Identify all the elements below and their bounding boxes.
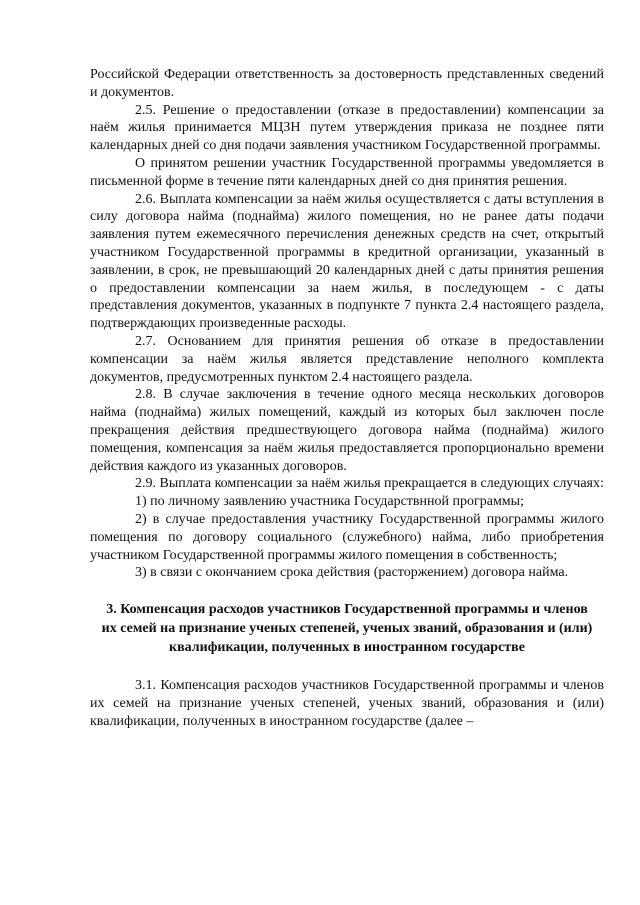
list-item-2: 2) в случае предоставления участнику Государственной программы жилого помещения по договору социального (служебного) найма, либо приобретения участником Государственной программы жилого помещения в собственность; xyxy=(90,511,604,563)
document-body xyxy=(90,66,604,731)
paragraph-3-1: 3.1. Компенсация расходов участников Государственной программы и членов их семей на признание ученых степеней, ученых званий, образования и (или) квалификации, полученных в иностранном государстве (далее – xyxy=(90,678,604,729)
paragraph-2-8: 2.8. В случае заключения в течение одного месяца нескольких договоров найма (поднайма) жилых помещений, каждый из которых был заключен после прекращения действия предшествующего договора найма (поднайма) жилого помещения, компенсация за наём жилья предоставляется пропорционально времени действия каждого из указанных договоров. xyxy=(90,387,604,474)
paragraph-2-7: 2.7. Основанием для принятия решения об отказе в предоставлении компенсации за наём жилья является представление неполного комплекта документов, предусмотренных пунктом 2.4 настоящего раздела. xyxy=(90,333,604,385)
section-heading: 3. Компенсация расходов участников Государственной программы и членов их семей на признание ученых степеней, ученых званий, образования и (или) квалификации, полученных в иностранном государстве xyxy=(101,602,593,656)
list-item-1: 1) по личному заявлению участника Государствнной программы; xyxy=(135,494,524,510)
list-item-3: 3) в связи с окончанием срока действия (расторжением) договора найма. xyxy=(135,565,569,581)
paragraph-2-5: 2.5. Решение о предоставлении (отказе в предоставлении) компенсации за наём жилья принимается МЦЗН путем утверждения приказа не позднее пяти календарных дней со дня подачи заявления участником Государственной программы. xyxy=(90,102,604,154)
paragraph-continuation: Российской Федерации ответственность за достоверность представленных сведений и документов. xyxy=(90,67,604,100)
paragraph-2-6: 2.6. Выплата компенсации за наём жилья осуществляется с даты вступления в силу договора найма (поднайма) жилого помещения, но не ранее даты подачи заявления путем ежемесячного перечисления денежных средств на счет, открытый участником Государственной программы в кредитной организации, указанный в заявлении, в срок, не превышающий 20 календарных дней с даты принятия решения о предоставлении компенсации за наем жилья, в последующем - с даты представления документов, указанных в подпункте 7 пункта 2.4 настоящего раздела, подтверждающих произведенные расходы. xyxy=(90,191,604,332)
paragraph-2-9: 2.9. Выплата компенсации за наём жилья прекращается в следующих случаях: xyxy=(135,476,604,492)
paragraph-notification: О принятом решении участник Государственной программы уведомляется в письменной форме в течение пяти календарных дней со дня принятия решения. xyxy=(90,155,604,189)
